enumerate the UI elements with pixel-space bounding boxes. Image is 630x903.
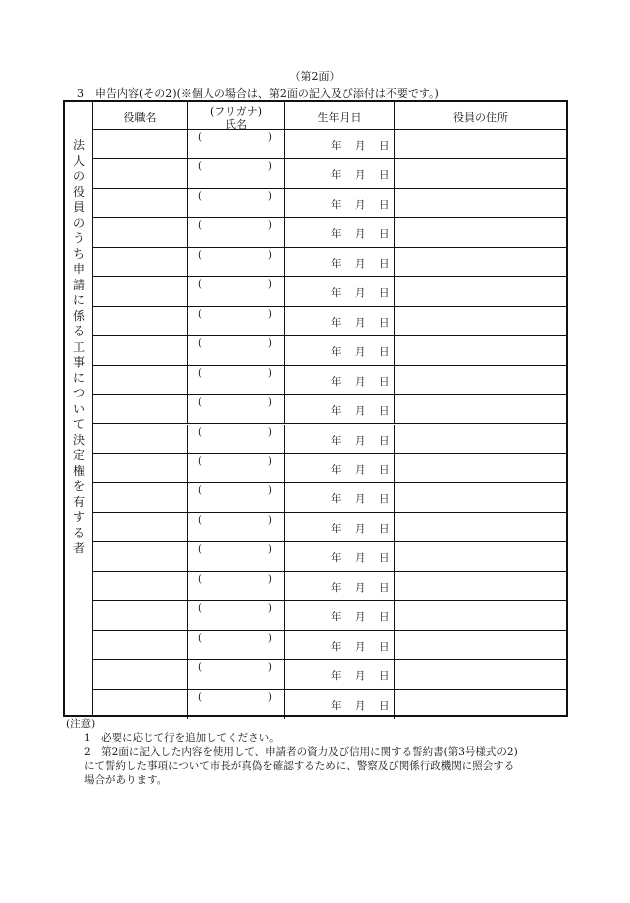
address-cell[interactable] — [395, 542, 566, 570]
furigana-open-paren: ( — [198, 691, 202, 703]
month-label: 月 — [355, 434, 366, 447]
table-row — [93, 248, 566, 277]
month-label: 月 — [355, 493, 366, 506]
month-label: 月 — [355, 169, 366, 182]
furigana-close-paren: ) — [268, 573, 272, 585]
year-label: 年 — [331, 140, 342, 152]
furigana-open-paren: ( — [198, 338, 202, 350]
year-label: 年 — [331, 316, 342, 329]
year-label: 年 — [331, 640, 342, 653]
position-cell[interactable] — [93, 690, 188, 719]
table-row — [93, 542, 566, 571]
vertical-label-column — [65, 102, 93, 715]
furigana-close-paren: ) — [268, 544, 272, 556]
furigana-close-paren: ) — [268, 632, 272, 644]
month-label: 月 — [355, 670, 366, 683]
year-label: 年 — [331, 228, 342, 241]
address-cell[interactable] — [395, 425, 566, 453]
position-cell[interactable] — [93, 395, 188, 423]
month-label: 月 — [355, 316, 366, 329]
table-row — [93, 690, 566, 719]
table-row — [93, 660, 566, 689]
year-label: 年 — [331, 552, 342, 565]
day-label: 日 — [379, 640, 390, 653]
month-label: 月 — [355, 198, 366, 211]
furigana-close-paren: ) — [268, 308, 272, 320]
name-cell[interactable] — [188, 660, 285, 688]
address-cell[interactable] — [395, 572, 566, 600]
name-cell[interactable] — [188, 336, 285, 364]
month-label: 月 — [355, 346, 366, 359]
page-label: （第2面） — [289, 70, 341, 83]
furigana-open-paren: ( — [198, 308, 202, 320]
address-cell[interactable] — [395, 159, 566, 187]
furigana-close-paren: ) — [268, 132, 272, 143]
day-label: 日 — [379, 287, 390, 300]
vertical-label: 法人の役員のうち申請に係る工事について決定権を有する者 — [72, 138, 85, 555]
birthdate-cell[interactable] — [285, 425, 395, 453]
furigana-close-paren: ) — [268, 662, 272, 674]
birthdate-cell[interactable] — [285, 631, 395, 659]
day-label: 日 — [379, 316, 390, 329]
header-furigana: (フリガナ) — [209, 105, 263, 118]
address-cell[interactable] — [395, 660, 566, 688]
name-cell[interactable] — [188, 572, 285, 600]
furigana-open-paren: ( — [198, 367, 202, 379]
day-label: 日 — [379, 257, 390, 270]
address-cell[interactable] — [395, 631, 566, 659]
furigana-open-paren: ( — [198, 603, 202, 615]
table-row — [93, 572, 566, 601]
address-cell[interactable] — [395, 189, 566, 217]
furigana-open-paren: ( — [198, 662, 202, 674]
furigana-open-paren: ( — [198, 190, 202, 202]
address-cell[interactable] — [395, 513, 566, 541]
name-cell[interactable] — [188, 690, 285, 719]
month-label: 月 — [355, 611, 366, 624]
furigana-close-paren: ) — [268, 220, 272, 232]
year-label: 年 — [331, 346, 342, 359]
furigana-open-paren: ( — [198, 426, 202, 438]
note-item-2: 2 第2面に記入した内容を使用して、申請者の資力及び信用に関する誓約書(第3号様式の2) — [84, 746, 518, 758]
position-cell[interactable] — [93, 660, 188, 688]
name-cell[interactable] — [188, 542, 285, 570]
table-row — [93, 218, 566, 247]
position-cell[interactable] — [93, 631, 188, 659]
furigana-open-paren: ( — [198, 249, 202, 261]
name-cell[interactable] — [188, 483, 285, 511]
table-row — [93, 483, 566, 512]
section-heading: 3 申告内容(その2)(※個人の場合は、第2面の記入及び添付は不要です。) — [77, 87, 439, 100]
furigana-open-paren: ( — [198, 132, 202, 143]
month-label: 月 — [355, 699, 366, 712]
officers-grid — [93, 102, 566, 715]
month-label: 月 — [355, 287, 366, 300]
birthdate-cell[interactable] — [285, 572, 395, 600]
year-label: 年 — [331, 405, 342, 418]
year-label: 年 — [331, 463, 342, 476]
position-cell[interactable] — [93, 542, 188, 570]
month-label: 月 — [355, 522, 366, 535]
furigana-open-paren: ( — [198, 279, 202, 291]
table-row — [93, 366, 566, 395]
table-row — [93, 307, 566, 336]
position-cell[interactable] — [93, 513, 188, 541]
position-cell[interactable] — [93, 130, 188, 158]
year-label: 年 — [331, 699, 342, 712]
day-label: 日 — [379, 434, 390, 447]
name-cell[interactable] — [188, 631, 285, 659]
note-item-2-cont-2: 場合があります。 — [84, 774, 168, 786]
table-row — [93, 395, 566, 424]
day-label: 日 — [379, 140, 390, 152]
furigana-close-paren: ) — [268, 426, 272, 438]
name-cell[interactable] — [188, 425, 285, 453]
year-label: 年 — [331, 287, 342, 300]
year-label: 年 — [331, 257, 342, 270]
birthdate-cell[interactable] — [285, 454, 395, 482]
header-birthdate-cell — [285, 102, 395, 129]
birthdate-cell[interactable] — [285, 218, 395, 246]
position-cell[interactable] — [93, 307, 188, 335]
year-label: 年 — [331, 581, 342, 594]
address-cell[interactable] — [395, 277, 566, 305]
address-cell[interactable] — [395, 601, 566, 629]
header-address-cell — [395, 102, 566, 129]
address-cell[interactable] — [395, 454, 566, 482]
day-label: 日 — [379, 670, 390, 683]
header-birthdate: 生年月日 — [317, 111, 362, 124]
position-cell[interactable] — [93, 425, 188, 453]
address-cell[interactable] — [395, 366, 566, 394]
header-address: 役員の住所 — [453, 111, 508, 124]
birthdate-cell[interactable] — [285, 366, 395, 394]
furigana-open-paren: ( — [198, 514, 202, 526]
day-label: 日 — [379, 552, 390, 565]
address-cell[interactable] — [395, 395, 566, 423]
furigana-close-paren: ) — [268, 514, 272, 526]
position-cell[interactable] — [93, 218, 188, 246]
furigana-close-paren: ) — [268, 367, 272, 379]
notes — [66, 717, 518, 787]
address-cell[interactable] — [395, 130, 566, 158]
address-cell[interactable] — [395, 336, 566, 364]
address-cell[interactable] — [395, 248, 566, 276]
name-cell[interactable] — [188, 601, 285, 629]
year-label: 年 — [331, 434, 342, 447]
birthdate-cell[interactable] — [285, 336, 395, 364]
birthdate-cell[interactable] — [285, 690, 395, 719]
month-label: 月 — [355, 552, 366, 565]
table-row — [93, 454, 566, 483]
year-label: 年 — [331, 169, 342, 182]
birthdate-cell[interactable] — [285, 395, 395, 423]
month-label: 月 — [355, 375, 366, 388]
month-label: 月 — [355, 640, 366, 653]
day-label: 日 — [379, 405, 390, 418]
name-cell[interactable] — [188, 248, 285, 276]
table-row — [93, 425, 566, 454]
address-cell[interactable] — [395, 218, 566, 246]
day-label: 日 — [379, 522, 390, 535]
birthdate-cell[interactable] — [285, 130, 395, 158]
month-label: 月 — [355, 140, 366, 152]
birthdate-cell[interactable] — [285, 542, 395, 570]
name-cell[interactable] — [188, 307, 285, 335]
table-row — [93, 336, 566, 365]
name-cell[interactable] — [188, 454, 285, 482]
header-name-cell — [188, 102, 285, 129]
furigana-open-paren: ( — [198, 485, 202, 497]
position-cell[interactable] — [93, 189, 188, 217]
address-cell[interactable] — [395, 690, 566, 719]
birthdate-cell[interactable] — [285, 307, 395, 335]
furigana-close-paren: ) — [268, 455, 272, 467]
birthdate-cell[interactable] — [285, 483, 395, 511]
furigana-open-paren: ( — [198, 161, 202, 173]
name-cell[interactable] — [188, 218, 285, 246]
furigana-open-paren: ( — [198, 632, 202, 644]
name-cell[interactable] — [188, 366, 285, 394]
year-label: 年 — [331, 611, 342, 624]
name-cell[interactable] — [188, 189, 285, 217]
day-label: 日 — [379, 581, 390, 594]
position-cell[interactable] — [93, 454, 188, 482]
table-row — [93, 277, 566, 306]
furigana-open-paren: ( — [198, 220, 202, 232]
table-row — [93, 130, 566, 159]
position-cell[interactable] — [93, 601, 188, 629]
day-label: 日 — [379, 346, 390, 359]
day-label: 日 — [379, 169, 390, 182]
furigana-close-paren: ) — [268, 603, 272, 615]
header-position-cell — [93, 102, 188, 129]
month-label: 月 — [355, 257, 366, 270]
furigana-open-paren: ( — [198, 455, 202, 467]
note-item-1: 1 必要に応じて行を追加してください。 — [84, 732, 280, 744]
table-row — [93, 601, 566, 630]
birthdate-cell[interactable] — [285, 189, 395, 217]
year-label: 年 — [331, 375, 342, 388]
position-cell[interactable] — [93, 572, 188, 600]
month-label: 月 — [355, 463, 366, 476]
day-label: 日 — [379, 493, 390, 506]
position-cell[interactable] — [93, 366, 188, 394]
birthdate-cell[interactable] — [285, 660, 395, 688]
birthdate-cell[interactable] — [285, 277, 395, 305]
day-label: 日 — [379, 699, 390, 712]
table-header — [93, 102, 566, 130]
table-row — [93, 189, 566, 218]
table-row — [93, 513, 566, 542]
name-cell[interactable] — [188, 277, 285, 305]
furigana-close-paren: ) — [268, 161, 272, 173]
furigana-open-paren: ( — [198, 544, 202, 556]
name-cell[interactable] — [188, 513, 285, 541]
name-cell[interactable] — [188, 395, 285, 423]
year-label: 年 — [331, 198, 342, 211]
address-cell[interactable] — [395, 307, 566, 335]
birthdate-cell[interactable] — [285, 248, 395, 276]
header-name: 氏名 — [225, 118, 247, 131]
furigana-close-paren: ) — [268, 190, 272, 202]
furigana-close-paren: ) — [268, 338, 272, 350]
furigana-open-paren: ( — [198, 397, 202, 409]
notes-title: (注意) — [66, 718, 96, 730]
month-label: 月 — [355, 581, 366, 594]
year-label: 年 — [331, 493, 342, 506]
position-cell[interactable] — [93, 248, 188, 276]
note-item-2-cont-1: にて誓約した事項について市長が真偽を確認するために、警察及び関係行政機関に照会する — [84, 760, 515, 772]
position-cell[interactable] — [93, 336, 188, 364]
furigana-close-paren: ) — [268, 249, 272, 261]
furigana-close-paren: ) — [268, 279, 272, 291]
table-row — [93, 159, 566, 188]
position-cell[interactable] — [93, 277, 188, 305]
table-row — [93, 631, 566, 660]
address-cell[interactable] — [395, 483, 566, 511]
name-cell[interactable] — [188, 130, 285, 158]
birthdate-cell[interactable] — [285, 159, 395, 187]
officers-table — [63, 100, 568, 717]
furigana-close-paren: ) — [268, 485, 272, 497]
header-position: 役職名 — [123, 111, 157, 124]
month-label: 月 — [355, 228, 366, 241]
furigana-open-paren: ( — [198, 573, 202, 585]
month-label: 月 — [355, 405, 366, 418]
position-cell[interactable] — [93, 159, 188, 187]
day-label: 日 — [379, 611, 390, 624]
name-cell[interactable] — [188, 159, 285, 187]
day-label: 日 — [379, 228, 390, 241]
birthdate-cell[interactable] — [285, 513, 395, 541]
table-body — [93, 130, 566, 715]
year-label: 年 — [331, 522, 342, 535]
year-label: 年 — [331, 670, 342, 683]
day-label: 日 — [379, 198, 390, 211]
furigana-close-paren: ) — [268, 691, 272, 703]
day-label: 日 — [379, 375, 390, 388]
birthdate-cell[interactable] — [285, 601, 395, 629]
day-label: 日 — [379, 463, 390, 476]
furigana-close-paren: ) — [268, 397, 272, 409]
position-cell[interactable] — [93, 483, 188, 511]
